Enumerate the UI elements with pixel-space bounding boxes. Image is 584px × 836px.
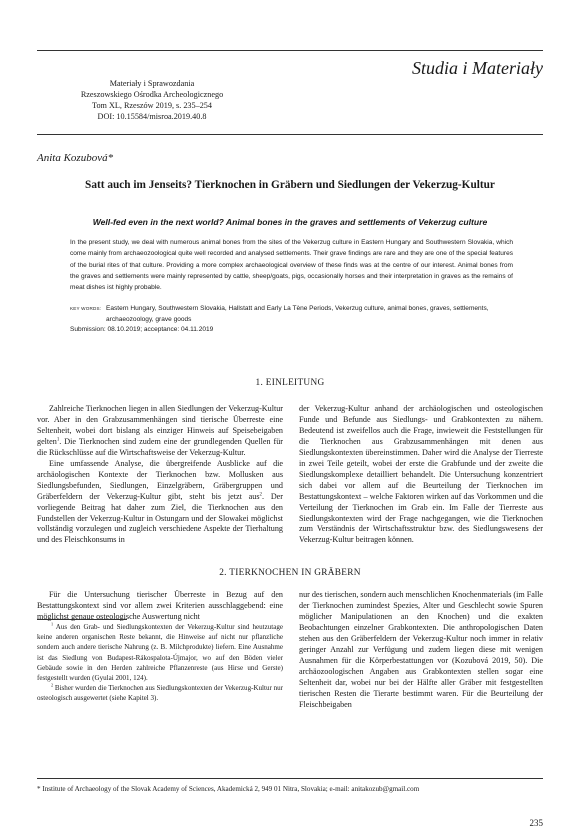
footnotes [37,622,283,704]
article-title-english: Well-fed even in the next world? Animal bones in the graves and settlements of Vekerzug culture [92,217,488,227]
paragraph: Für die Untersuchung tierischer Überreste in Bezug auf den Bestattungskontext sind vor allem zwei Kriterien ausschlaggebend: eine möglichst genaue osteologische Auswertung nicht [37,590,283,621]
footnote-rule [37,619,127,620]
paragraph: Zahlreiche Tierknochen liegen in allen Siedlungen der Vekerzug-Kultur vor. Aber in den Grabzusammenhängen sind tierische Überreste eine Seltenheit, wobei dort bislang als einziger Hinweis auf Speisebeigaben gelten$^1$. Die Tierknochen sind zudem eine der grundlegenden Quellen für die Rückschlüsse auf die Wirtschaftsweise der Vekerzug-Kultur. [37,404,283,457]
section2-column-right [299,590,543,710]
footnote-ref: 1 [56,437,60,443]
section1-column-left [37,404,283,546]
author-name: Anita Kozubová* [37,152,114,164]
affiliation-rule [37,778,543,779]
submission-dates: Submission: 08.10.2019; acceptance: 04.11.2019 [70,326,214,333]
section2-column-left [37,590,283,623]
section-heading-einleitung: 1. EINLEITUNG [255,378,325,388]
footnote: $^2$ Bisher wurden die Tierknochen aus Siedlungskontexten der Vekerzug-Kultur nur osteologisch ausgewertet (siehe Kapitel 3). [37,682,283,703]
paragraph: Eine umfassende Analyse, die übergreifende Ausblicke auf die archäologischen Kontexte der Tierknochen bzw. Mollusken aus Siedlungsbefunden, Siedlungen, Einzelgräbern, Gräbergruppen und Gräberfeldern der Vekerzug-Kultur gibt, steht bis jetzt aus$^2$. Der vorliegende Beitrag hat daher zum Ziel, die Tierknochen aus den Fundstellen der Vekerzug-Kultur in Ostungarn und der Slowakei möglichst vollständig vorzulegen und zugleich verschiedene Aspekte der Tierhaltung und des Fleischkonsums in [37,458,283,545]
paragraph: der Vekerzug-Kultur anhand der archäologischen und osteologischen Funde und Befunde aus Siedlungs- und Grabkontexten zu nähern. Bedeutend ist zweifellos auch die Frage, inwieweit die Feststellungen für die Tierknochen aus Grabzusammenhängen mit denen aus Siedlungskontexten übereinstimmen. Daher wird die Analyse der Tierreste in zwei Teile geteilt, wobei der erste die Grabfunde und der zweite die Siedlungskomplexe detailliert behandelt. Die Untersuchung konzentriert sich dabei vor allem auf die Beurteilung der Tierknochen im Bestattungskontext – welche Faktoren wirken auf das Vorkommen und die Verteilung der Tierknochen im Grab ein. Im Falle der Tierreste aus Siedlungskontexten wird der Frage nachgegangen, wie die Tierknochen zum Verständnis der Wirtschaftsstruktur bzw. des Siedlungswesens der Vekerzug-Kultur beitragen können. [299,404,543,545]
header-bottom-rule [37,134,543,135]
meta-line: Rzeszowskiego Ośrodka Archeologicznego [80,90,224,99]
journal-meta [37,78,267,122]
page-number: 235 [529,818,543,828]
abstract: In the present study, we deal with numerous animal bones from the sites of the Vekerzug culture in Eastern Hungary and Southwestern Slovakia, which come mainly from archaeozoological quite well recorded and analysed settlements. Their grave findings are rare and they are one of the special features of the burial rites of that culture. Providing a more complex archaeological overview of these finds was at the centre of our interest. Animal bones from the graves and settlements were mainly represented by cattle, sheep/goats, pigs, occasionally horses and their interpretation in graves as the remains of meat dishes ist highly probable. [70,239,513,292]
header-top-rule [37,50,543,51]
paragraph: nur des tierischen, sondern auch menschlichen Knochenmaterials (im Falle der Tierknochen zumindest Spezies, Alter und Geschlecht sowie Spuren möglicher Manipulationen an den Knochen) und die exakten Beobachtungen einzelner Grabkontexten. Die anthropologischen Daten stehen aus den Gräberfeldern der Vekerzug-Kultur noch immer in relativ geringer Anzahl zur Verfügung und zudem liegen diese mit wenigen Ausnahmen für die Körperbestattungen vor (Kozubová 2019, 50). Die archäozoologischen Angaben aus Grabkontexten stellen sogar eine Seltenheit dar, wobei nur bei der Hälfte aller Gräber mit festgestellten tierischen Resten die Tierarte bestimmt waren. Für die Beurteilung der Fleischbeigaben [299,590,543,709]
author-affiliation: * Institute of Archaeology of the Slovak Academy of Sciences, Akademická 2, 949 01 Nitra, Slovakia; e-mail: anitakozub@gmail.com [37,785,420,793]
meta-line: Materiały i Sprawozdania [109,79,195,88]
meta-line: Tom XL, Rzeszów 2019, s. 235–254 [92,101,212,110]
meta-line: DOI: 10.15584/misroa.2019.40.8 [97,112,207,121]
section-heading-tierknochen: 2. TIERKNOCHEN IN GRÄBERN [219,568,361,578]
keywords-text: Eastern Hungary, Southwestern Slovakia, Hallstatt and Early La Tène Periods, Vekerzug culture, animal bones, graves, settlements, archaeozoology, grave goods [106,305,489,324]
section1-column-right [299,404,543,546]
footnote: $^1$ Aus den Grab- und Siedlungskontexten der Vekerzug-Kultur sind heutzutage keine anderen organischen Reste bekannt, die Hinweise auf nicht nur pflanzliche sondern auch andere tierische Nahrung (z. B. Milchprodukte) liefern. Eine Ausnahme ist das Siedlung von Budapest-Rákospalota-Újmajor, wo auf den Böden vieler Gebäude sowie in den Herden zahlreiche Pflanzenreste (aus Hirse und Gerste) festgestellt wurden (Gyulai 2001, 124). [37,621,283,683]
article-title-german: Satt auch im Jenseits? Tierknochen in Gräbern und Siedlungen der Vekerzug-Kultur [85,179,495,191]
journal-title: Studia i Materiały [412,58,543,78]
footnote-ref: 2 [259,491,262,497]
keywords-label: KEY WORDS: [70,306,102,311]
